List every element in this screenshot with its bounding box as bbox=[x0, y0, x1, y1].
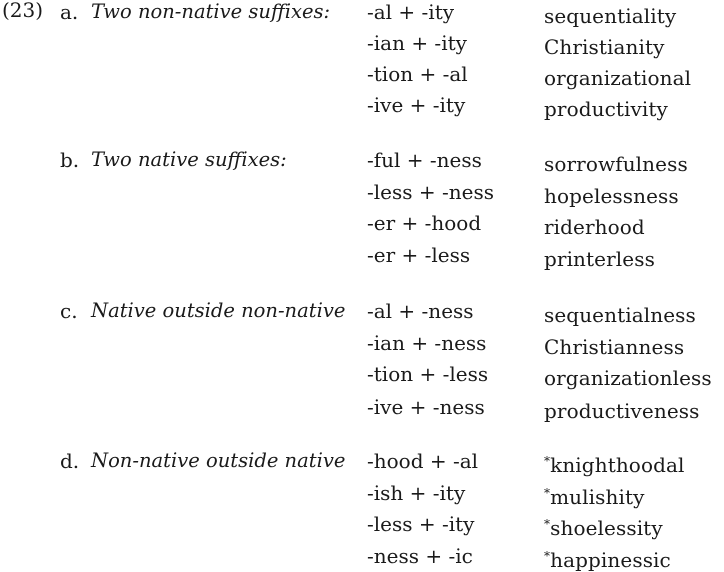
word-text: hopelessness bbox=[544, 184, 679, 208]
group-letter: c. bbox=[60, 299, 78, 323]
example-word bbox=[544, 243, 655, 271]
suffix-combination: -ive + -ity bbox=[367, 93, 466, 117]
example-word bbox=[544, 211, 645, 239]
word-text: Christianness bbox=[544, 335, 685, 359]
group-letter: d. bbox=[60, 449, 80, 473]
word-text: riderhood bbox=[544, 215, 645, 239]
table-row bbox=[0, 362, 724, 390]
table-row bbox=[0, 331, 724, 359]
word-text: sorrowfulness bbox=[544, 152, 688, 176]
table-row bbox=[0, 148, 724, 176]
group-heading: Two native suffixes: bbox=[91, 148, 287, 171]
group-letter: b. bbox=[60, 148, 80, 172]
word-text: productiveness bbox=[544, 399, 700, 423]
word-text: printerless bbox=[544, 247, 655, 271]
suffix-combination: -al + -ity bbox=[367, 0, 455, 24]
suffix-combination: -ness + -ic bbox=[367, 544, 473, 568]
table-row bbox=[0, 93, 724, 121]
word-text: productivity bbox=[544, 97, 668, 121]
table-row bbox=[0, 180, 724, 208]
example-word bbox=[544, 31, 665, 59]
suffix-combination: -er + -hood bbox=[367, 211, 482, 235]
ungrammatical-marker: * bbox=[544, 549, 551, 563]
example-word bbox=[544, 299, 696, 327]
table-row bbox=[0, 211, 724, 239]
suffix-combination: -ive + -ness bbox=[367, 395, 485, 419]
word-text: happinessic bbox=[550, 548, 671, 572]
example-word bbox=[544, 0, 676, 28]
table-row bbox=[0, 481, 724, 509]
table-row bbox=[0, 0, 724, 28]
table-row bbox=[0, 395, 724, 423]
suffix-combination: -less + -ity bbox=[367, 512, 475, 536]
ungrammatical-marker: * bbox=[544, 517, 551, 531]
example-word bbox=[544, 62, 691, 90]
group-heading: Non-native outside native bbox=[91, 449, 346, 472]
table-row bbox=[0, 512, 724, 540]
group-letter: a. bbox=[60, 0, 79, 24]
example-word bbox=[544, 180, 679, 208]
ungrammatical-marker: * bbox=[544, 454, 551, 468]
example-word bbox=[544, 93, 668, 121]
suffix-combination: -ian + -ness bbox=[367, 331, 487, 355]
suffix-combination: -al + -ness bbox=[367, 299, 474, 323]
example-word bbox=[544, 449, 685, 477]
example-word bbox=[544, 331, 684, 359]
example-number: (23) bbox=[2, 0, 44, 22]
table-row bbox=[0, 62, 724, 90]
word-text: sequentiality bbox=[544, 4, 677, 28]
table-row bbox=[0, 299, 724, 327]
example-word bbox=[544, 481, 645, 509]
word-text: knighthoodal bbox=[550, 453, 685, 477]
word-text: Christianity bbox=[544, 35, 665, 59]
suffix-combination: -hood + -al bbox=[367, 449, 479, 473]
suffix-combination: -ish + -ity bbox=[367, 481, 466, 505]
word-text: mulishity bbox=[550, 485, 645, 509]
word-text: shoelessity bbox=[550, 516, 663, 540]
suffix-combination: -ful + -ness bbox=[367, 148, 482, 172]
ungrammatical-marker: * bbox=[544, 486, 551, 500]
table-row bbox=[0, 544, 724, 572]
example-word bbox=[544, 395, 700, 423]
word-text: sequentialness bbox=[544, 303, 696, 327]
example-word bbox=[544, 362, 712, 390]
table-row bbox=[0, 243, 724, 271]
suffix-combination: -er + -less bbox=[367, 243, 471, 267]
word-text: organizationless bbox=[544, 366, 712, 390]
word-text: organizational bbox=[544, 66, 692, 90]
example-word bbox=[544, 544, 671, 572]
table-row bbox=[0, 449, 724, 477]
group-heading: Two non-native suffixes: bbox=[91, 0, 331, 23]
example-word bbox=[544, 512, 663, 540]
example-word bbox=[544, 148, 688, 176]
suffix-combination: -less + -ness bbox=[367, 180, 494, 204]
suffix-combination: -tion + -less bbox=[367, 362, 489, 386]
group-heading: Native outside non-native bbox=[91, 299, 346, 322]
suffix-combination: -tion + -al bbox=[367, 62, 468, 86]
table-row bbox=[0, 31, 724, 59]
suffix-combination: -ian + -ity bbox=[367, 31, 467, 55]
